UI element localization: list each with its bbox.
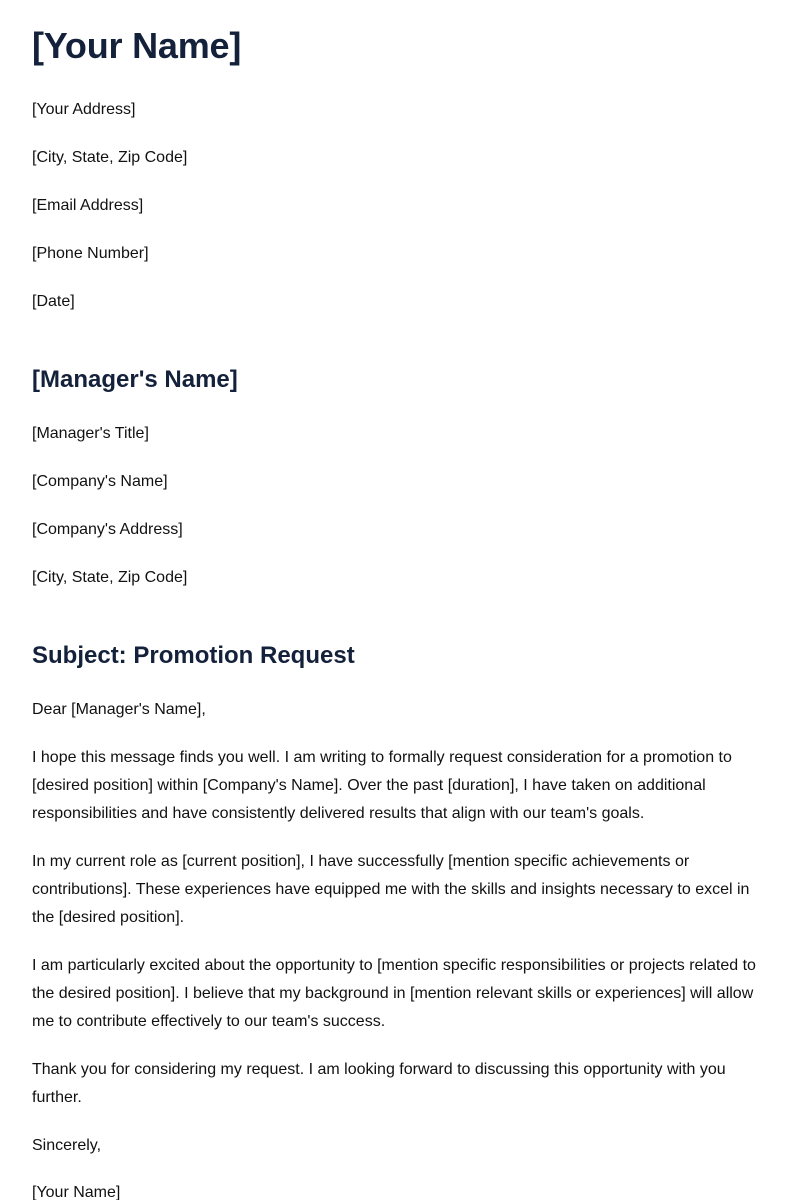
recipient-title: [Manager's Title] [32,425,149,442]
recipient-company: [Company's Name] [32,473,168,490]
body-paragraph-3: I am particularly excited about the opportunity to [mention specific responsibilities or projects related to the desired position]. I believe that my background in [mention relevant skills or experiences] will allow me to contribute effectively to our team's success. [32,957,756,1030]
sender-name-heading: [Your Name] [32,25,242,66]
recipient-name-heading: [Manager's Name] [32,366,238,393]
body-paragraph-4: Thank you for considering my request. I am looking forward to discussing this opportunity with you further. [32,1061,726,1106]
body-paragraph-1: I hope this message finds you well. I am writing to formally request consideration for a promotion to [desired position] within [Company's Name]. Over the past [duration], I have taken on additional responsibilities and have consistently delivered results that align with our team's goals. [32,749,732,822]
recipient-company-address: [Company's Address] [32,521,183,538]
sender-email: [Email Address] [32,197,144,214]
subject-heading: Subject: Promotion Request [32,642,355,669]
sender-city-state-zip: [City, State, Zip Code] [32,149,188,166]
sender-address: [Your Address] [32,101,136,118]
salutation: Dear [Manager's Name], [32,701,206,718]
recipient-city-state-zip: [City, State, Zip Code] [32,569,188,586]
letter-date: [Date] [32,293,75,310]
body-paragraph-2: In my current role as [current position], I have successfully [mention specific achievements or contributions]. These experiences have equipped me with the skills and insights necessary to excel in the [desired position]. [32,853,750,926]
sender-phone: [Phone Number] [32,245,149,262]
signature-name: [Your Name] [32,1184,121,1200]
closing: Sincerely, [32,1137,102,1154]
